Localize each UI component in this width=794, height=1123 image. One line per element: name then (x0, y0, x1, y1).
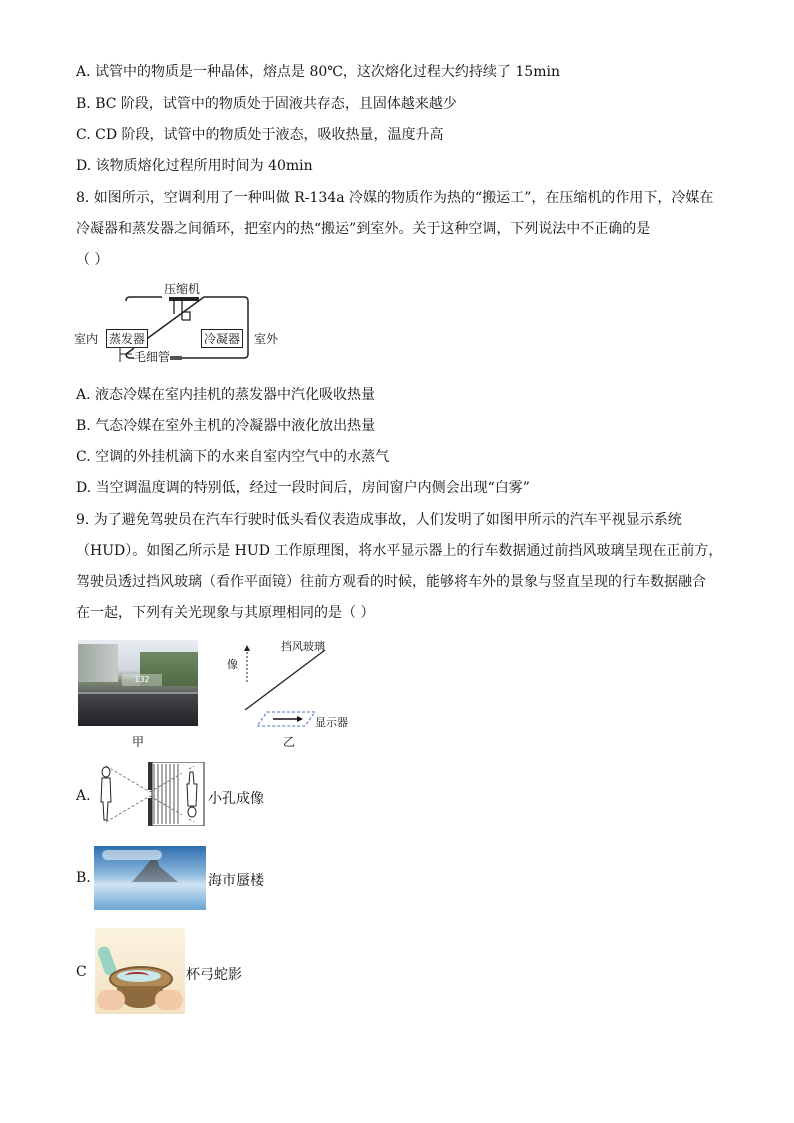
capillary-label: 毛细管 (134, 350, 171, 364)
fig-jia-caption: 甲 (132, 735, 145, 749)
condenser-box: 冷凝器 (201, 329, 243, 348)
q8-stem-line2: 冷凝器和蒸发器之间循环，把室内的热“搬运”到室外。关于这种空调，下列说法中不正确的是 (76, 221, 651, 237)
compressor-label: 压缩机 (164, 282, 201, 296)
q8-option-b: B. 气态冷媒在室外主机的冷凝器中液化放出热量 (76, 418, 376, 434)
q8-option-d: D. 当空调温度调的特别低，经过一段时间后，房间窗户内侧会出现“白雾” (76, 480, 530, 496)
q7-option-a: A. 试管中的物质是一种晶体，熔点是 80℃，这次熔化过程大约持续了 15min (76, 64, 560, 80)
cup-photo (95, 928, 185, 1014)
q9-option-a-text: 小孔成像 (208, 791, 264, 807)
photo-building (78, 644, 118, 682)
light-rays-left (106, 766, 150, 822)
q9-option-a-letter: A. (76, 788, 91, 804)
q9-option-c-letter: C (76, 964, 87, 980)
capillary-mark (170, 356, 182, 360)
image-arrowhead (244, 645, 250, 651)
pinhole-svg (94, 762, 206, 826)
q9-option-b-letter: B. (76, 870, 91, 886)
mirage-photo (94, 846, 206, 910)
ac-diagram (74, 278, 294, 370)
q7-option-d: D. 该物质熔化过程所用时间为 40min (76, 158, 313, 174)
hud-speed-readout: 132 (122, 674, 162, 686)
pinhole-figure (94, 762, 206, 826)
q8-option-c: C. 空调的外挂机滴下的水来自室内空气中的水蒸气 (76, 449, 390, 465)
windshield-label: 挡风玻璃 (281, 640, 325, 653)
fig-yi-caption: 乙 (283, 735, 296, 749)
q9-option-b-text: 海市蜃楼 (208, 873, 264, 889)
q7-option-b: B. BC 阶段，试管中的物质处于固液共存态，且固体越来越少 (76, 96, 457, 112)
hud-principle-diagram (225, 636, 365, 746)
mirage-cloud (102, 850, 162, 860)
image-label: 像 (227, 658, 238, 671)
hand-right (155, 990, 183, 1010)
q9-stem-line1: 9. 为了避免驾驶员在汽车行驶时低头看仪表造成事故，人们发明了如图甲所示的汽车平视显示系统 (76, 512, 682, 528)
q9-stem-line2: （HUD）。如图乙所示是 HUD 工作原理图，将水平显示器上的行车数据通过前挡风玻璃呈现在正前方， (76, 543, 723, 559)
outdoor-label: 室外 (254, 332, 279, 346)
box-hatching (154, 764, 178, 824)
pinhole-screen-top (148, 762, 152, 790)
q8-stem-line1: 8. 如图所示，空调利用了一种叫做 R-134a 冷媒的物质作为热的“搬运工”，在压缩机的作用下，冷媒在 (76, 190, 714, 206)
hand-left (97, 990, 125, 1010)
evaporator-box: 蒸发器 (106, 329, 148, 348)
display-label: 显示器 (315, 716, 348, 729)
projection-screen (182, 770, 202, 818)
person-head (102, 767, 110, 777)
indoor-label: 室内 (74, 332, 99, 346)
q9-stem-line3: 驾驶员透过挡风玻璃（看作平面镜）往前方观看的时候，能够将车外的景象与竖直呈现的行车数据融合 (76, 574, 706, 590)
q7-option-c: C. CD 阶段，试管中的物质处于液态，吸收热量，温度升高 (76, 127, 444, 143)
windshield-line (245, 650, 325, 710)
hud-photo (78, 640, 198, 726)
snake-shadow (125, 972, 149, 980)
compressor-cap (169, 297, 199, 301)
q8-stem-line3: （ ） (76, 252, 109, 268)
pinhole-screen-bottom (148, 798, 152, 826)
display-arrowhead (297, 716, 303, 722)
person-body (101, 778, 111, 820)
photo-dashboard (78, 692, 198, 726)
q9-stem-line4: 在一起，下列有关光现象与其原理相同的是（ ） (76, 605, 375, 621)
mirage-island (132, 860, 178, 882)
q8-option-a: A. 液态冷媒在室内挂机的蒸发器中汽化吸收热量 (76, 387, 376, 403)
q9-option-c-text: 杯弓蛇影 (186, 967, 242, 983)
